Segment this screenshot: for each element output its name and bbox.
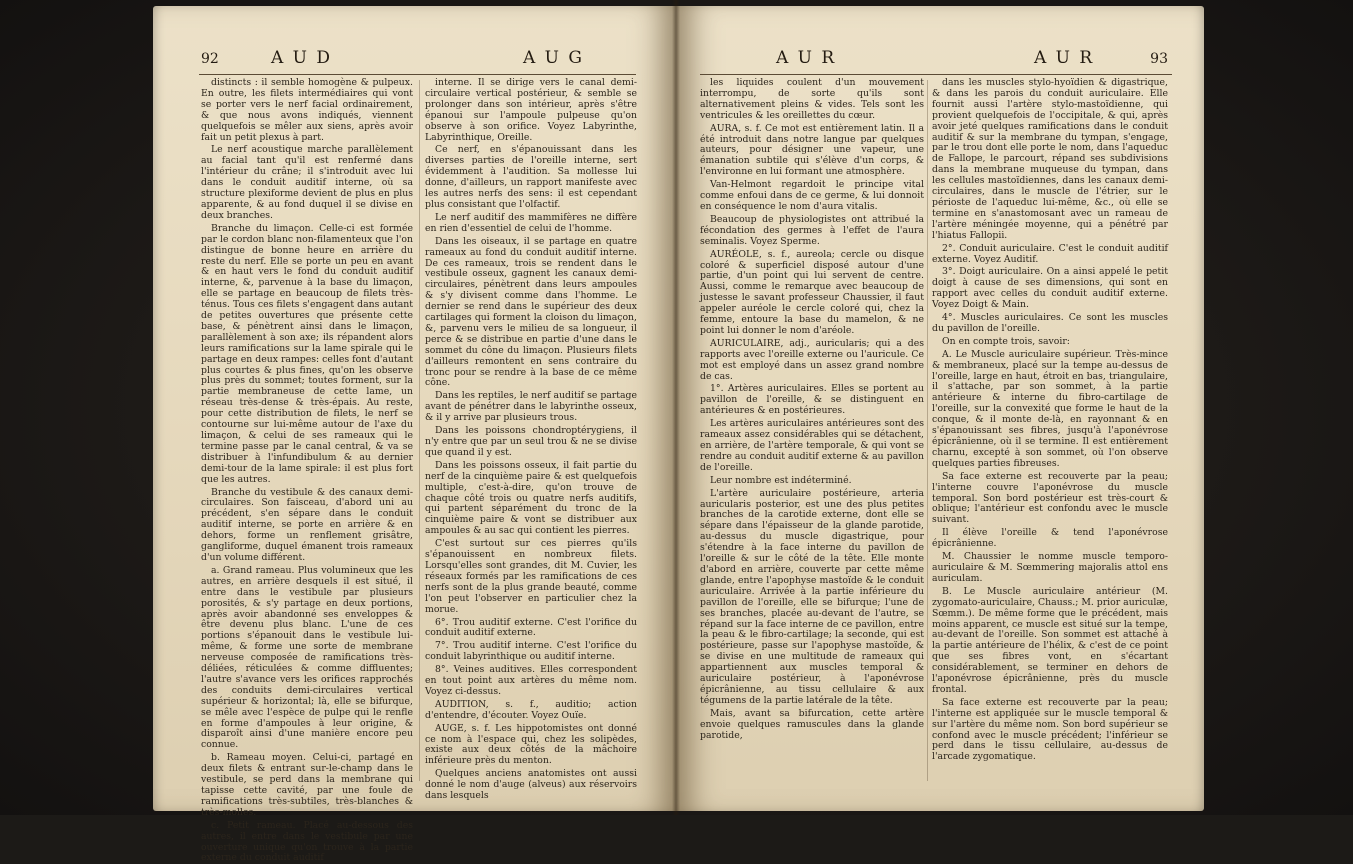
paragraph: b. Rameau moyen. Celui-ci, partagé en deux filets & entrant sur-le-champ dans le vestibule, se perd dans la membrane qui tapisse cette cavité, par une foule de ramifications très-subtiles, très-blanches & très-molles. [201,752,413,818]
paragraph: 4°. Muscles auriculaires. Ce sont les muscles du pavillon de l'oreille. [932,312,1168,334]
left-headword-2: A U G [523,48,584,68]
paragraph: Le nerf auditif des mammifères ne diffère en rien d'essentiel de celui de l'homme. [425,211,637,234]
paragraph: AUGE, s. f. Les hippotomistes ont donné ce nom à l'espace qui, chez les solipèdes, existe aux deux côtés de la mâchoire inférieure près du menton. [425,722,637,767]
right-headword-2: A U R [1034,48,1095,68]
paragraph: 1°. Artères auriculaires. Elles se portent au pavillon de l'oreille, & se distinguent en antérieures & en postérieures. [700,383,924,417]
paragraph: Il élève l'oreille & tend l'aponévrose épicrânienne. [932,527,1168,550]
paragraph: A. Le Muscle auriculaire supérieur. Très-mince & membraneux, placé sur la tempe au-dessus de l'oreille, large en haut, étroit en bas, triangulaire, il s'attache, par son sommet, à la partie antérieure & interne du fibro-cartilage de l'oreille, sur la convexité que forme le haut de la conque, & il monte de-là, en rayonnant & en s'épanouissant ses fibres, jusqu'à l'aponévrose épicrânienne, où il se termine. Il est entièrement charnu, excepté à son sommet, où l'on observe quelques parties fibreuses. [932,348,1168,469]
left-page [153,6,676,864]
paragraph: On en compte trois, savoir: [942,335,1070,347]
paragraph: Dans les oiseaux, il se partage en quatre rameaux au fond du conduit auditif interne. De ces rameaux, trois se rendent dans le vestibule osseux, gagnent les canaux demi-circulaires, pénètrent dans leurs ampoules & s'y divisent comme dans l'homme. Le dernier se rend dans le supérieur des deux cartilages qui forment la cloison du limaçon, &, parvenu vers le milieu de sa longueur, il perce & se distribue en partie d'une dans le sommet du cône du limaçon. Plusieurs filets d'ailleurs remontent en sens contraire du tronc pour se rendre à la base de ce même cône. [425,235,637,389]
right-page-number: 93 [1150,51,1168,67]
left-page-number: 92 [201,51,219,67]
paragraph: interne. Il se dirige vers le canal demi-circulaire vertical postérieur, & semble se prolonger dans son intérieur, après s'être épanoui sur l'ampoule pulpeuse qu'on observe à son orifice. Voyez Labyrinthe, Labyrinthique, Oreille. [425,77,637,143]
right-header-rule [700,74,1172,75]
paragraph: Mais, avant sa bifurcation, cette artère envoie quelques ramuscules dans la glande parotide, [700,707,924,741]
left-page-header [153,48,676,72]
left-header-rule [199,74,636,75]
paragraph: Van-Helmont regardoit le principe vital comme enfoui dans de ce germe, & lui donnoit en conséquence le nom d'aura vitalis. [700,179,924,212]
book-gutter [672,0,680,815]
paragraph: Branche du vestibule & des canaux demi-circulaires. Son faisceau, d'abord uni au précédent, s'en sépare dans le conduit auditif interne, se porte en arrière & en dehors, forme un renflement grisâtre, gangliforme, duquel émanent trois rameaux d'un volume différent. [201,486,413,563]
right-column-1 [700,78,924,783]
paragraph: Ce nerf, en s'épanouissant dans les diverses parties de l'oreille interne, sert évidemment à l'audition. Sa mollesse lui donne, d'ailleurs, un rapport manifeste avec les autres nerfs des sens: il est cependant plus consistant que l'olfactif. [425,144,637,210]
right-headword-1: A U R [776,48,837,68]
paragraph: Leur nombre est indéterminé. [710,474,852,486]
paragraph: Dans les poissons osseux, il fait partie du nerf de la cinquième paire & est quelquefois multiple, c'est-à-dire, qu'on trouve de chaque côté trois ou quatre nerfs auditifs, qui partent séparément du tronc de la cinquième paire & vont se distribuer aux ampoules & au sac qui contient les pierres. [425,459,637,537]
paragraph: c. Petit rameau. Placé au-dessous des autres, il entre dans le vestibule par une ouverture unique qu'on trouve à la partie externe du conduit auditif [201,819,413,864]
paragraph: AURA, s. f. Ce mot est entièrement latin. Il a été introduit dans notre langue par quelques auteurs, pour désigner une vapeur, une émanation subtile qui s'élève d'un corps, & l'environne en lui formant une atmosphère. [700,122,924,178]
paragraph: Dans les poissons chondroptérygiens, il n'y entre que par un seul trou & ne se divise que quand il y est. [425,425,637,458]
paragraph: 3°. Doigt auriculaire. On a ainsi appelé le petit doigt à cause de ses dimensions, qui sont en rapport avec celles du conduit auditif externe. Voyez Doigt & Main. [932,266,1168,311]
paragraph: 2°. Conduit auriculaire. C'est le conduit auditif externe. Voyez Auditif. [932,242,1168,265]
paragraph: C'est surtout sur ces pierres qu'ils s'épanouissent en nombreux filets. Lorsqu'elles sont grandes, dit M. Cuvier, les réseaux formés par les ramifications de ces nerfs sont de la plus grande beauté, comme l'on peut l'observer en particulier chez la morue. [425,538,637,615]
left-headword-1: A U D [271,48,333,68]
right-column-2 [932,78,1168,783]
left-column-1 [201,77,413,864]
paragraph: M. Chaussier le nomme muscle temporo-auriculaire & M. Sœmmering majoralis attol ens auriculam. [932,551,1168,584]
paragraph: a. Grand rameau. Plus volumineux que les autres, en arrière desquels il est situé, il entre dans le vestibule par plusieurs porosités, & s'y partage en deux portions, après avoir abandonné ses enveloppes & être devenu plus blanc. L'une de ces portions s'épanouit dans le vestibule lui-même, & forme une sorte de membrane nerveuse composée de ramifications très-déliées, réticulées & comme diffluentes; l'autre s'avance vers les orifices rapprochés des conduits demi-circulaires vertical supérieur & horizontal; là, elle se bifurque, se mêle avec l'espèce de pulpe qui le renfle en forme d'ampoules à leur origine, & disparoît ainsi d'une manière encore peu connue. [201,564,413,751]
left-column-2 [425,77,637,802]
paragraph: 7°. Trou auditif interne. C'est l'orifice du conduit labyrinthique ou auditif interne. [425,640,637,663]
paragraph: B. Le Muscle auriculaire antérieur (M. zygomato-auriculaire, Chauss.; M. prior auriculæ, Sœmm.). De même forme que le précédent, mais moins apparent, ce muscle est situé sur la tempe, au-devant de l'oreille. Son sommet est attaché à la partie antérieure de l'hélix, & c'est de ce point que ses fibres vont, en s'écartant considérablement, se terminer en dehors de l'aponévrose épicrânienne, près du muscle frontal. [932,585,1168,695]
right-column-divider [927,80,928,781]
paragraph: Sa face externe est recouverte par la peau; l'interne est appliquée sur le muscle temporal & sur l'artère du même nom. Son bord supérieur se confond avec le muscle précédent; l'inférieur se perd dans le tissu cellulaire, au-dessus de l'arcade zygomatique. [932,696,1168,763]
paragraph: Beaucoup de physiologistes ont attribué la fécondation des germes à l'effet de l'aura seminalis. Voyez Sperme. [700,213,924,247]
paragraph: dans les muscles stylo-hyoïdien & digastrique, & dans les parois du conduit auriculaire. Elle fournit aussi l'artère stylo-mastoïdienne, qui provient quelquefois de l'occipitale, & qui, après avoir jeté quelques ramifications dans le conduit auditif & sur la membrane du tympan, s'engage, par le trou dont elle porte le nom, dans l'aqueduc de Fallope, le parcourt, répand ses subdivisions dans la membrane muqueuse du tympan, dans les cellules mastoïdiennes, dans les canaux demi-circulaires, dans le muscle de l'étrier, sur le périoste de l'aqueduc lui-même, &c., où elle se termine en s'anastomosant avec un rameau de l'artère méningée moyenne, qui a pénétré par l'hiatus Fallopii. [932,77,1168,241]
paragraph: Dans les reptiles, le nerf auditif se partage avant de pénétrer dans le labyrinthe osseux, & il y arrive par plusieurs trous. [425,390,637,424]
paragraph: AURÉOLE, s. f., aureola; cercle ou disque coloré & superficiel disposé autour d'une partie, d'un point qui lui servent de centre. Aussi, comme le remarque avec beaucoup de justesse le savant professeur Chaussier, il faut appeler auréole le cercle coloré qui, chez la femme, entoure la base du mamelon, & ne point lui donner le nom d'aréole. [700,248,924,336]
right-page [676,6,1204,811]
left-column-divider [419,80,420,781]
paragraph: 6°. Trou auditif externe. C'est l'orifice du conduit auditif externe. [425,616,637,639]
paragraph: 8°. Veines auditives. Elles correspondent en tout point aux artères du même nom. Voyez ci-dessus. [425,664,637,697]
paragraph: Quelques anciens anatomistes ont aussi donné le nom d'auge (alveus) aux réservoirs dans lesquels [425,768,637,802]
paragraph: distincts : il semble homogène & pulpeux. En outre, les filets intermédiaires qui vont se porter vers le nerf facial ordinairement, & que nous avons indiqués, viennent quelquefois se mêler aux siens, après avoir fait un petit plexus à part. [201,77,413,143]
paragraph: AURICULAIRE, adj., auricularis; qui a des rapports avec l'oreille externe ou l'auricule. Ce mot est employé dans un assez grand nombre de cas. [700,337,924,382]
right-page-header [676,48,1204,72]
paragraph: Sa face externe est recouverte par la peau; l'interne couvre l'aponévrose du muscle temporal. Son bord postérieur est très-court & oblique; l'antérieur est confondu avec le muscle suivant. [932,470,1168,526]
paragraph: les liquides coulent d'un mouvement interrompu, de sorte qu'ils sont alternativement pleins & vides. Tels sont les ventricules & les oreillettes du cœur. [700,77,924,121]
paragraph: L'artère auriculaire postérieure, arteria auricularis posterior, est une des plus petites branches de la carotide externe, dont elle se sépare dans l'épaisseur de la glande parotide, au-dessus du muscle digastrique, pour s'étendre à la face interne du pavillon de l'oreille & sur le côté de la tête. Elle monte d'abord en arrière, couverte par cette même glande, entre l'apophyse mastoïde & le conduit auriculaire. Arrivée à la partie inférieure du pavillon de l'oreille, elle se bifurque; l'une de ses branches, placée au-devant de l'autre, se répand sur la face interne de ce pavillon, entre la peau & le fibro-cartilage; la seconde, qui est postérieure, passe sur l'apophyse mastoïde, & se divise en une multitude de rameaux qui appartiennent aux muscles temporal & auriculaire postérieur, à l'aponévrose épicrânienne, au tissu cellulaire & aux tégumens de la partie latérale de la tête. [700,487,924,706]
paragraph: Les artères auriculaires antérieures sont des rameaux assez considérables qui se détachent, en arrière, de l'artère temporale, & qui vont se rendre au conduit auditif externe & au pavillon de l'oreille. [700,418,924,473]
paragraph: Branche du limaçon. Celle-ci est formée par le cordon blanc non-filamenteux que l'on distingue de bonne heure en arrière du reste du nerf. Elle se porte un peu en avant & en haut vers le fond du conduit auditif interne, &, parvenue à la base du limaçon, elle se partage en beaucoup de filets très-ténus. Tous ces filets s'engagent dans autant de petites ouvertures que présente cette base, & pénètrent ainsi dans le limaçon, parallèlement à son axe; ils répandent alors leurs ramifications sur la lame spirale qui le partage en deux rampes: celles font d'autant plus courtes & plus fines, qu'on les observe plus près du sommet; toutes forment, sur la partie membraneuse de cette lame, un réseau très-dense & très-épais. Au reste, pour cette distribution de filets, le nerf se contourne sur lui-même autour de l'axe du limaçon, & celui de ses rameaux qui le termine passe par le canal central, & va se distribuer à l'infundibulum & au dernier demi-tour de la lame spirale: il est plus fort que les autres. [201,222,413,485]
paragraph: AUDITION, s. f., auditio; action d'entendre, d'écouter. Voyez Ouïe. [425,698,637,721]
paragraph: Le nerf acoustique marche parallèlement au facial tant qu'il est renfermé dans l'intérieur du crâne; il s'introduit avec lui dans le conduit auditif interne, où sa structure plexiforme devient de plus en plus apparente, & au fond duquel il se divise en deux branches. [201,144,413,221]
